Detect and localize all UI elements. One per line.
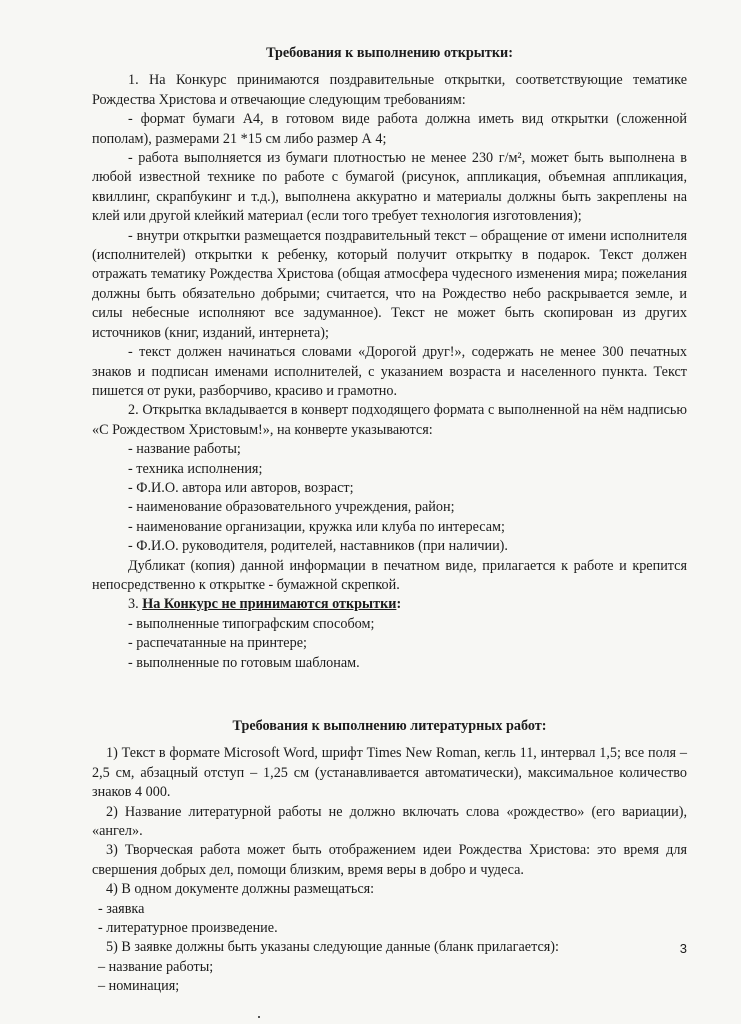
paragraph: 5) В заявке должны быть указаны следующие данные (бланк прилагается): — [106, 939, 559, 956]
paragraph: 1. На Конкурс принимаются поздравительные открытки, соответствующие тематике Рождества Христова и отвечающие следующим требованиям: — [92, 72, 687, 108]
section-title-postcard: Требования к выполнению открытки: — [266, 45, 513, 61]
paragraph: 4) В одном документе должны размещаться: — [106, 881, 375, 898]
requirement-item: - внутри открытки размещается поздравительный текст – обращение от имени исполнителя (исполнителей) открытки к ребенку, который получит открытку в подарок. Текст должен отражать тематику Рождества Христова (общая атмосфера чудесного изменения мира; пожелания должны быть обязательно добрыми; считается, что на Рождество небо раскрывается земле, и силы небесные исполняют все задуманное). Текст не может быть скопирован из других источников (книг, изданий, интернета); — [92, 227, 687, 341]
list-item: – название работы; — [98, 958, 214, 975]
paragraph-number: 3. — [128, 596, 139, 613]
document-body — [92, 44, 687, 997]
paragraph: 3) Творческая работа может быть отображением идеи Рождества Христова: это время для свершения добрых дел, помощи близким, время веры в добро и чудеса. — [92, 842, 687, 878]
list-item: - наименование организации, кружка или клуба по интересам; — [128, 518, 505, 535]
list-item: - выполненные типографским способом; — [128, 615, 375, 632]
list-item: - распечатанные на принтере; — [128, 635, 307, 652]
list-item: - название работы; — [128, 441, 241, 458]
requirement-item: - формат бумаги А4, в готовом виде работа должна иметь вид открытки (сложенной пополам), размерами 21 *15 см либо размер А 4; — [92, 111, 687, 147]
paragraph: 2. Открытка вкладывается в конверт подходящего формата с выполненной на нём надписью «С Рождеством Христовым!», на конверте указываются: — [92, 402, 687, 438]
scan-speck — [258, 1016, 260, 1018]
list-item: - заявка — [98, 900, 145, 917]
paragraph-heading — [92, 595, 687, 614]
colon: : — [396, 596, 402, 613]
list-item: - выполненные по готовым шаблонам. — [128, 654, 360, 671]
paragraph: Дубликат (копия) данной информации в печатном виде, прилагается к работе и крепится непосредственно к открытке - бумажной скрепкой. — [92, 557, 687, 593]
underlined-heading: На Конкурс не принимаются открытки — [142, 596, 397, 613]
requirement-item: - текст должен начинаться словами «Дорогой друг!», содержать не менее 300 печатных знаков и подписан именами исполнителей, с указанием возраста и населенного пункта. Текст пишется от руки, разборчиво, красиво и грамотно. — [92, 344, 687, 399]
list-item: - наименование образовательного учреждения, район; — [128, 499, 455, 516]
list-item: - Ф.И.О. руководителя, родителей, наставников (при наличии). — [128, 538, 508, 555]
paragraph: 2) Название литературной работы не должно включать слова «рождество» (его вариации), «ангел». — [92, 803, 687, 840]
list-item: - Ф.И.О. автора или авторов, возраст; — [128, 479, 354, 496]
requirement-item: - работа выполняется из бумаги плотностью не менее 230 г/м², может быть выполнена в любой известной технике по работе с бумагой (рисунок, аппликация, объемная аппликация, квиллинг, скрапбукинг и т.д.), выполнена аккуратно и материалы должны быть закреплены на клей или другой клейкий материал (если того требует технология изготовления); — [92, 150, 687, 225]
section-title-literary: Требования к выполнению литературных работ: — [232, 718, 547, 734]
page-number: 3 — [679, 941, 687, 956]
list-item: - техника исполнения; — [128, 460, 263, 477]
spacer — [92, 673, 687, 717]
paragraph: 1) Текст в формате Microsoft Word, шрифт Times New Roman, кегль 11, интервал 1,5; все поля – 2,5 см, абзацный отступ – 1,25 см (устанавливается автоматически), максимальное количество знаков 4 000. — [92, 745, 687, 801]
list-item: - литературное произведение. — [98, 920, 278, 937]
list-item: – номинация; — [98, 978, 180, 995]
